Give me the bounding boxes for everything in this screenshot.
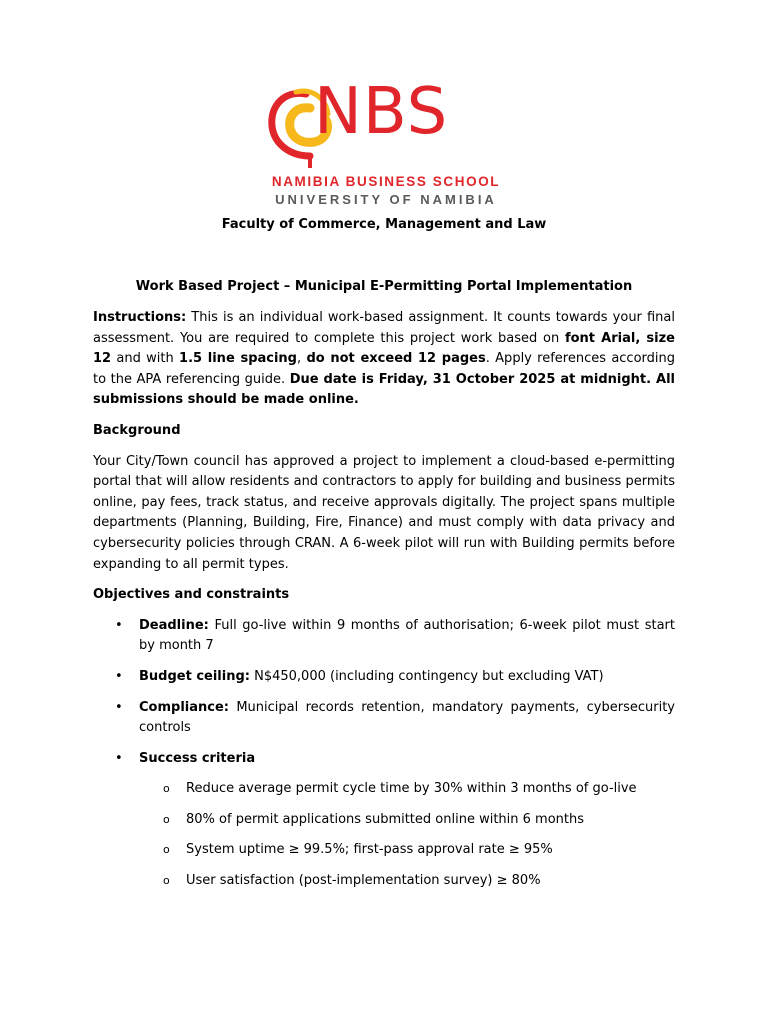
- logo-mark: NBS: [314, 75, 449, 149]
- sub-list-item: [93, 810, 675, 831]
- item-text: Full go-live within 9 months of authorisation; 6-week pilot must start by month 7: [139, 617, 675, 654]
- circle-bullet-icon: o: [163, 782, 170, 796]
- circle-bullet-icon: o: [163, 874, 170, 888]
- sub-list-item: [93, 779, 675, 800]
- circle-bullet-icon: o: [163, 843, 170, 857]
- success-criteria-list: [139, 779, 675, 891]
- faculty-heading: Faculty of Commerce, Management and Law: [221, 217, 547, 232]
- criterion-text: 80% of permit applications submitted online within 6 months: [186, 811, 585, 827]
- criterion-text: User satisfaction (post-implementation survey) ≥ 80%: [186, 873, 541, 889]
- background-paragraph: Your City/Town council has approved a project to implement a cloud-based e-permitting portal that will allow residents and contractors to apply for building and business permits online, pay fees, track status, and receive approvals digitally. The project spans multiple departments (Planning, Building, Fire, Finance) and must comply with data privacy and cybersecurity policies through CRAN. A 6-week pilot will run with Building permits before expanding to all permit types.: [93, 453, 675, 572]
- item-label: Budget ceiling:: [139, 668, 250, 684]
- background-heading: Background: [93, 422, 181, 438]
- item-label: Success criteria: [139, 750, 256, 766]
- item-text: N$450,000 (including contingency but excluding VAT): [249, 668, 604, 684]
- document-title: Work Based Project – Municipal E-Permitting Portal Implementation: [135, 279, 633, 294]
- bullet-icon: •: [115, 699, 123, 715]
- instructions-text-4: . Apply references according to the APA referencing guide.: [93, 351, 676, 387]
- item-text: Municipal records retention, mandatory payments, cybersecurity controls: [139, 699, 675, 736]
- logo-university-name: UNIVERSITY OF NAMIBIA: [275, 192, 497, 207]
- list-item-deadline: [93, 616, 675, 657]
- instructions-paragraph: [93, 308, 675, 411]
- objectives-list: [93, 616, 675, 892]
- criterion-text: Reduce average permit cycle time by 30% within 3 months of go-live: [186, 781, 637, 797]
- instructions-text-2: and with: [111, 351, 180, 367]
- bullet-icon: •: [115, 668, 123, 684]
- bullet-icon: •: [115, 750, 123, 766]
- bullet-icon: •: [115, 617, 123, 633]
- instructions-due-date: Due date is Friday, 31 October 2025 at midnight. All submissions should be made online.: [93, 371, 675, 408]
- circle-bullet-icon: o: [163, 812, 170, 826]
- item-label: Deadline:: [139, 617, 209, 633]
- instructions-spacing: 1.5 line spacing: [179, 351, 297, 367]
- instructions-text-1: This is an individual work-based assignment. It counts towards your final assessment. You are required to complete this project work based on: [93, 310, 675, 346]
- logo-school-name: NAMIBIA BUSINESS SCHOOL: [271, 174, 501, 189]
- objectives-heading: Objectives and constraints: [93, 587, 290, 603]
- list-item-success-criteria: [93, 749, 675, 892]
- list-item-compliance: [93, 698, 675, 739]
- sub-list-item: [93, 840, 675, 861]
- instructions-font: font Arial, size 12: [93, 330, 675, 367]
- item-label: Compliance:: [139, 699, 229, 715]
- nbs-logo: [266, 75, 506, 210]
- list-item-budget: [93, 667, 675, 688]
- instructions-label: Instructions:: [93, 310, 187, 325]
- criterion-text: System uptime ≥ 99.5%; first-pass approval rate ≥ 95%: [186, 842, 553, 858]
- instructions-page-limit: do not exceed 12 pages: [306, 351, 486, 367]
- instructions-text-3: ,: [297, 351, 307, 367]
- sub-list-item: [93, 871, 675, 892]
- document-body: [93, 308, 675, 902]
